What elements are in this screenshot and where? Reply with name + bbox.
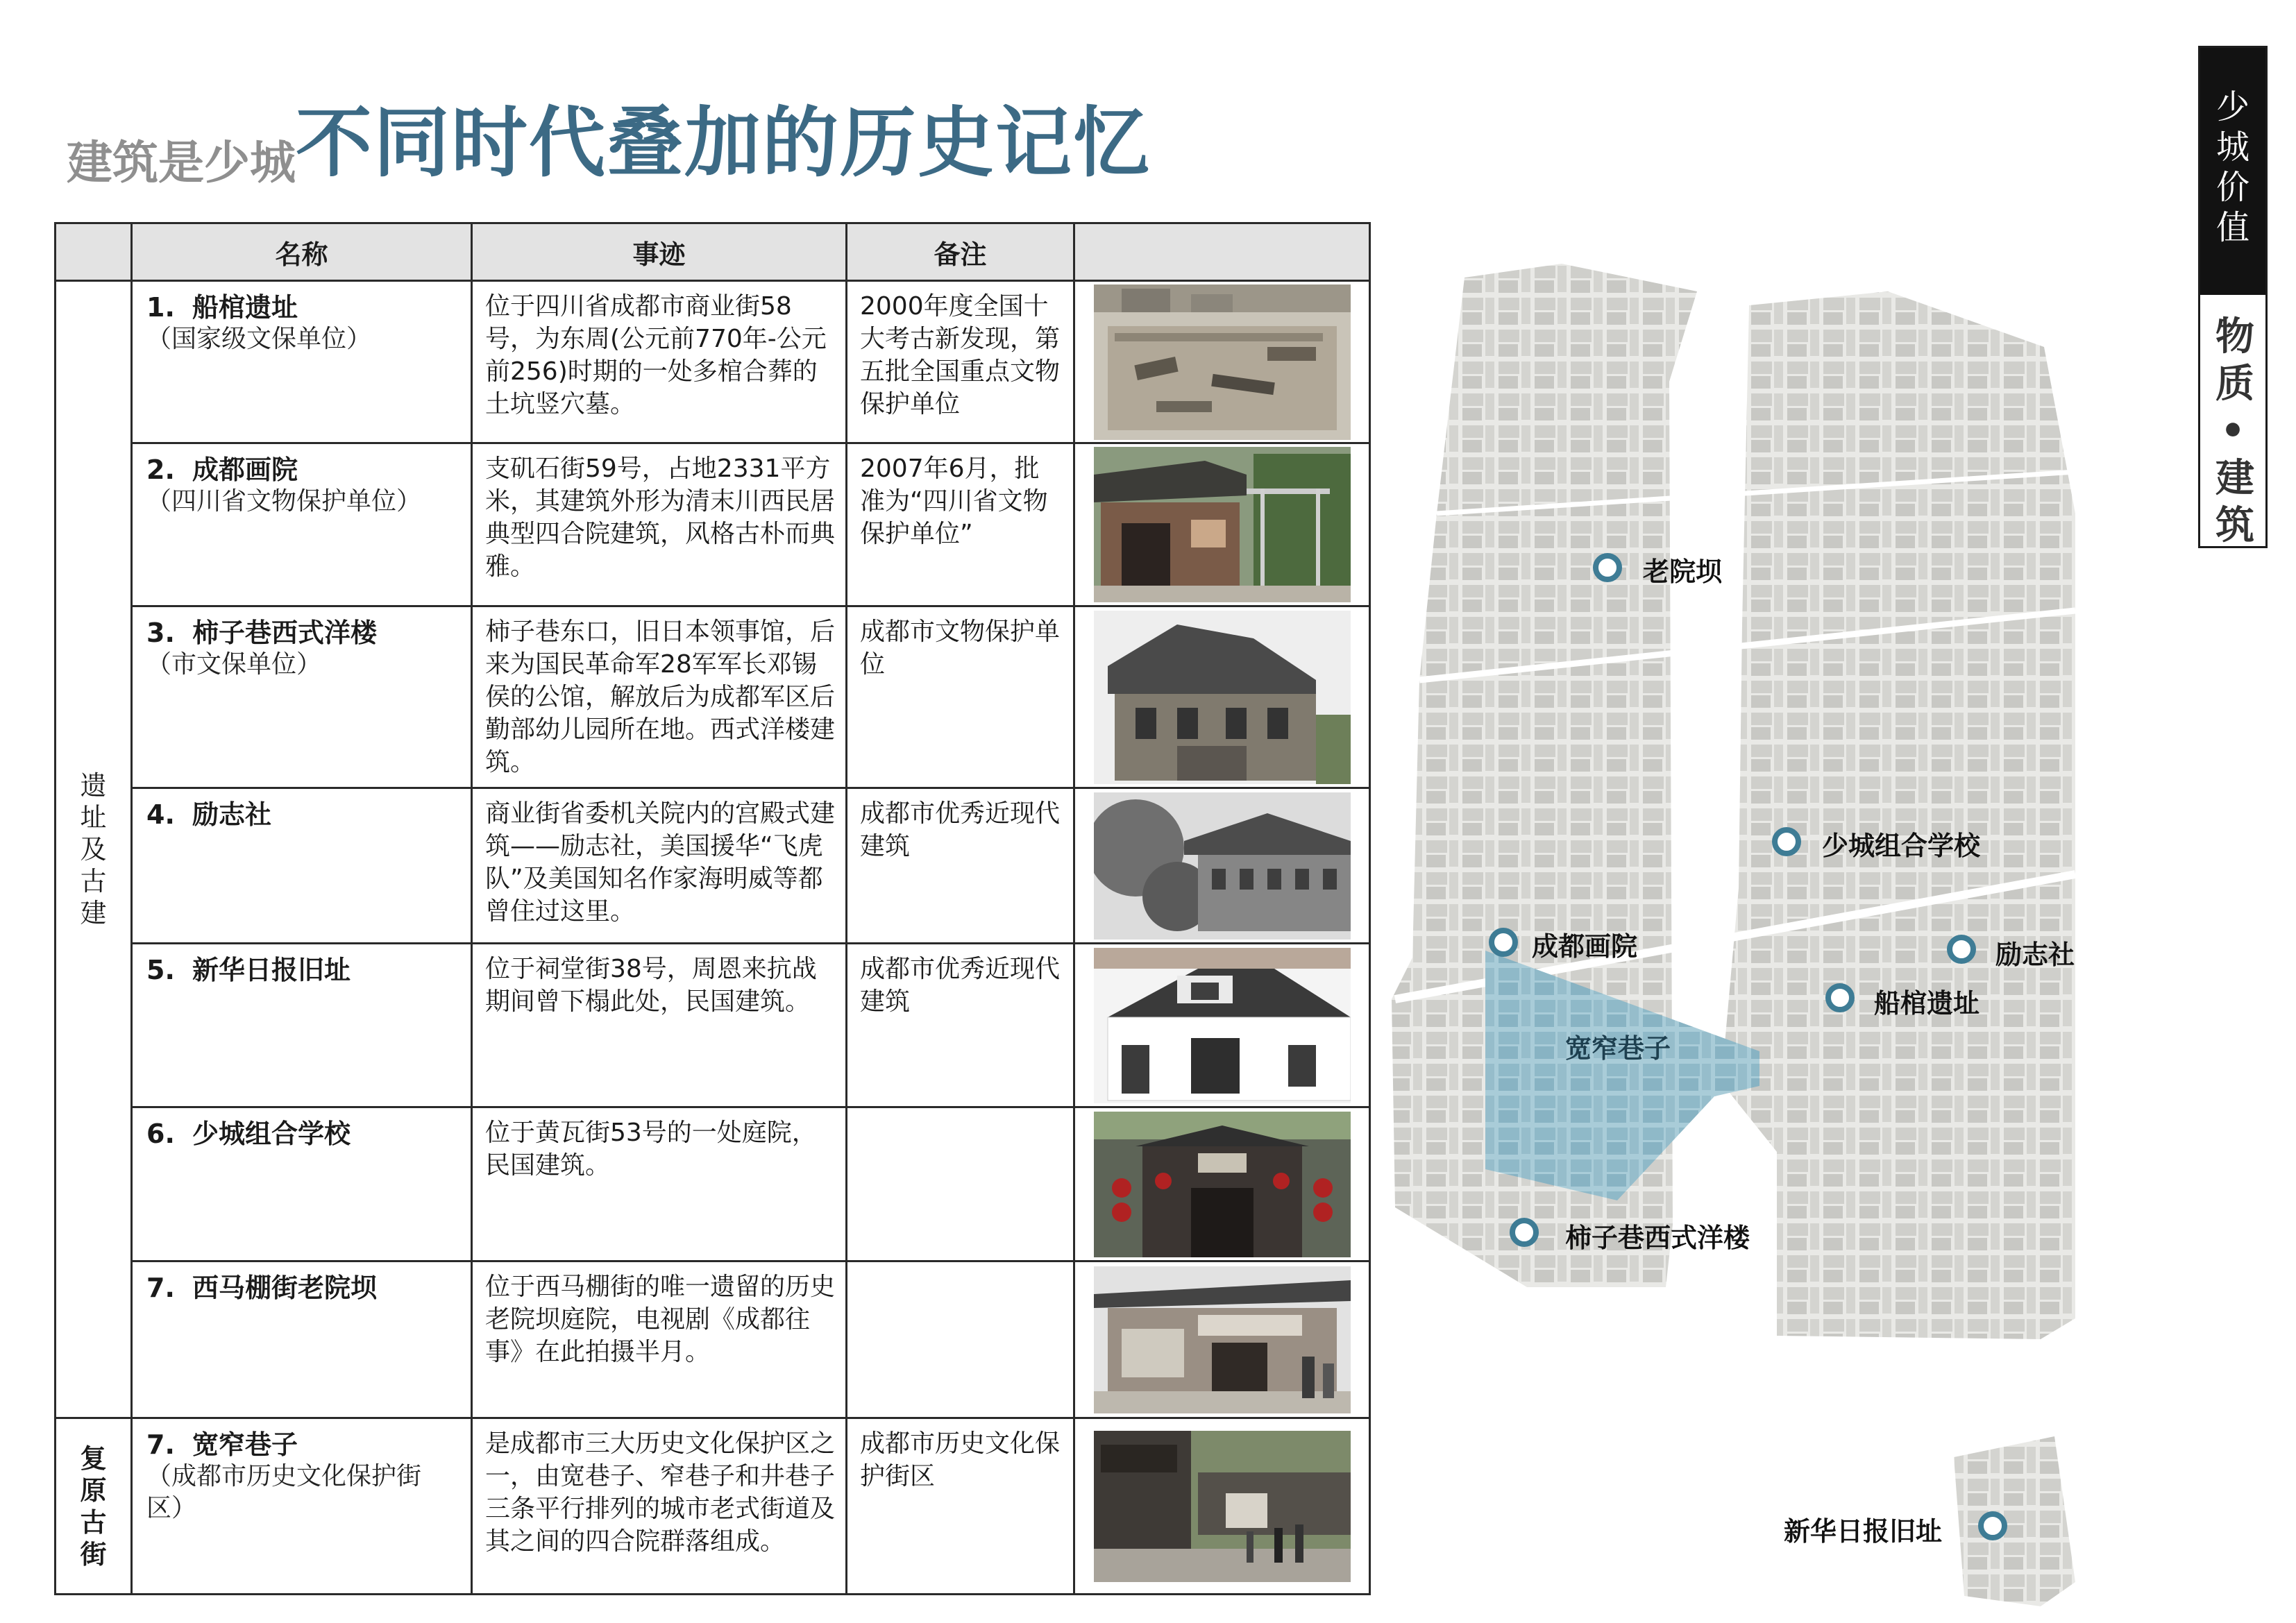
note-cell: [847, 1107, 1074, 1261]
story-cell: 位于西马棚街的唯一遗留的历史老院坝庭院，电视剧《成都往事》在此拍摄半月。: [472, 1261, 847, 1418]
site-name: 宽窄巷子: [192, 1429, 298, 1460]
location-ring-icon: [1593, 553, 1622, 582]
name-cell: [132, 281, 472, 443]
courtyard-gate-photo: [1074, 443, 1370, 606]
row-number: 1.: [146, 292, 175, 323]
pin-label: 柿子巷西式洋楼: [1565, 1223, 1750, 1253]
header-category: [56, 223, 132, 281]
note-cell: 成都市历史文化保护街区: [847, 1418, 1074, 1595]
note-cell: 2007年6月，批准为“四川省文物保护单位”: [847, 443, 1074, 606]
site-level: （成都市历史文化保护街区）: [146, 1462, 422, 1522]
header-note: 备注: [847, 223, 1074, 281]
side-tab-top: [2200, 48, 2265, 295]
story-cell: 是成都市三大历史文化保护区之一，由宽巷子、窄巷子和井巷子三条平行排列的城市老式街道及其之间的四合院群落组成。: [472, 1418, 847, 1595]
location-ring-icon: [1489, 928, 1518, 957]
name-cell: [132, 944, 472, 1107]
note-cell: 成都市文物保护单位: [847, 606, 1074, 788]
story-cell: 位于四川省成都市商业街58号，为东周(公元前770年-公元前256)时期的一处多棺合葬的土坑竖穴墓。: [472, 281, 847, 443]
heritage-table: [54, 222, 1371, 1595]
pin-label: 老院坝: [1643, 556, 1723, 587]
location-ring-icon: [1978, 1511, 2007, 1540]
old-street-photo: [1074, 1418, 1370, 1595]
table-row: [56, 1261, 1370, 1418]
story-cell: 柿子巷东口，旧日本领事馆，后来为国民革命军28军军长邓锡侯的公馆，解放后为成都军区后勤部幼儿园所在地。西式洋楼建筑。: [472, 606, 847, 788]
table-header-row: [56, 223, 1370, 281]
site-name: 励志社: [192, 799, 272, 830]
name-cell: [132, 1261, 472, 1418]
table-row: [56, 281, 1370, 443]
note-cell: 成都市优秀近现代建筑: [847, 788, 1074, 944]
location-ring-icon: [1947, 935, 1976, 964]
table-row: [56, 944, 1370, 1107]
row-number: 6.: [146, 1119, 175, 1149]
table-row: [56, 606, 1370, 788]
map-south-block: [1954, 1436, 2075, 1606]
note-cell: 2000年度全国十大考古新发现，第五批全国重点文物保护单位: [847, 281, 1074, 443]
category-cell-sites: [56, 281, 132, 1418]
palace-building-photo: [1074, 788, 1370, 944]
area-label-kuanzhai: 宽窄巷子: [1565, 1033, 1671, 1064]
site-map: [1388, 264, 2082, 1610]
site-name: 西马棚街老院坝: [192, 1273, 378, 1303]
title-main: 不同时代叠加的历史记忆: [296, 98, 1151, 187]
story-cell: 支矶石街59号，占地2331平方米，其建筑外形为清末川西民居典型四合院建筑，风格古朴而典雅。: [472, 443, 847, 606]
row-number: 4.: [146, 799, 175, 830]
site-name: 新华日报旧址: [192, 955, 351, 985]
category-label: 复原古街: [80, 1443, 107, 1570]
site-level: （四川省文物保护单位）: [146, 487, 422, 516]
row-number: 5.: [146, 955, 175, 985]
western-villa-photo: [1074, 606, 1370, 788]
lantern-gate-photo: [1074, 1107, 1370, 1261]
row-number: 2.: [146, 454, 175, 485]
pin-label: 成都画院: [1532, 931, 1638, 962]
map-east-district: [1721, 291, 2075, 1339]
story-cell: 位于祠堂街38号，周恩来抗战期间曾下榻此处，民国建筑。: [472, 944, 847, 1107]
row-number: 7.: [146, 1273, 175, 1303]
side-tab-top-label: 少城价值: [2215, 87, 2249, 247]
table-row: [56, 1418, 1370, 1595]
name-cell: [132, 1107, 472, 1261]
note-cell: 成都市优秀近现代建筑: [847, 944, 1074, 1107]
pin-label: 励志社: [1995, 940, 2075, 970]
header-story: 事迹: [472, 223, 847, 281]
story-cell: 商业街省委机关院内的宫殿式建筑——励志社，美国援华“飞虎队”及美国知名作家海明威等都曾住过这里。: [472, 788, 847, 944]
table-row: [56, 1107, 1370, 1261]
location-ring-icon: [1772, 827, 1801, 856]
name-cell: [132, 1418, 472, 1595]
title-prefix: 建筑是少城: [67, 135, 296, 189]
site-name: 船棺遗址: [192, 292, 298, 323]
table-row: [56, 443, 1370, 606]
row-number: 3.: [146, 618, 175, 648]
row-number: 7.: [146, 1429, 175, 1460]
republic-house-photo: [1074, 944, 1370, 1107]
pin-label: 少城组合学校: [1822, 831, 1981, 861]
section-side-tab[interactable]: [2198, 46, 2268, 548]
site-name: 成都画院: [192, 454, 298, 485]
side-tab-bottom: [2200, 313, 2265, 549]
header-photo: [1074, 223, 1370, 281]
site-level: （市文保单位）: [146, 650, 322, 679]
pin-label: 船棺遗址: [1874, 988, 1980, 1019]
name-cell: [132, 443, 472, 606]
name-cell: [132, 606, 472, 788]
location-ring-icon: [1825, 983, 1855, 1012]
site-level: （国家级文保单位）: [146, 325, 372, 353]
header-name: 名称: [132, 223, 472, 281]
page-title: [67, 82, 1151, 192]
category-label: 遗址及古建: [80, 770, 107, 928]
pin-label: 新华日报旧址: [1784, 1516, 1943, 1547]
location-ring-icon: [1510, 1218, 1539, 1247]
category-cell-streets: [56, 1418, 132, 1595]
side-tab-bottom-label: 物质•建筑: [2215, 314, 2254, 548]
site-name: 少城组合学校: [192, 1119, 351, 1149]
story-cell: 位于黄瓦街53号的一处庭院，民国建筑。: [472, 1107, 847, 1261]
name-cell: [132, 788, 472, 944]
note-cell: [847, 1261, 1074, 1418]
site-name: 柿子巷西式洋楼: [192, 618, 378, 648]
old-courtyard-photo: [1074, 1261, 1370, 1418]
excavation-photo: [1074, 281, 1370, 443]
table-row: [56, 788, 1370, 944]
